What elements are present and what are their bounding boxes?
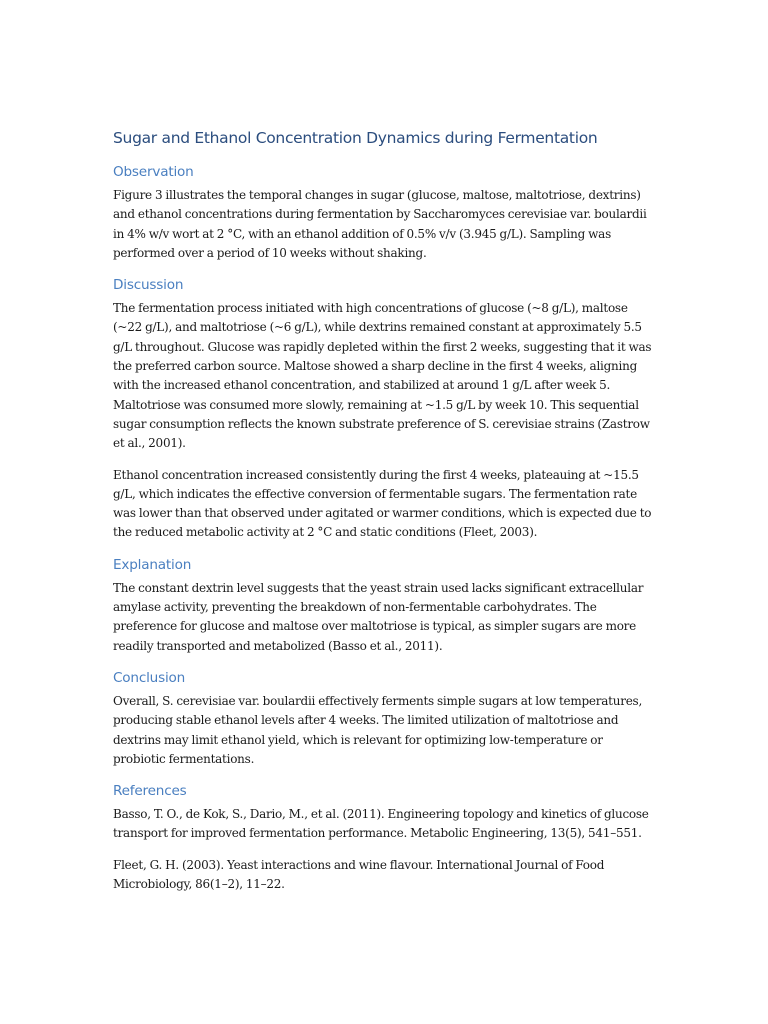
document-page <box>113 120 658 906</box>
paragraph: Ethanol concentration increased consistently during the first 4 weeks, plateauing at ~15.5 g/L, which indicates the effective conversion of fermentable sugars. The fermentation rate was lower than that observed under agitated or warmer conditions, which is expected due to the reduced metabolic activity at 2 °C and static conditions (Fleet, 2003). <box>113 467 652 540</box>
section-observation <box>113 162 658 263</box>
section-discussion <box>113 275 658 543</box>
section-heading: Explanation <box>113 556 192 573</box>
section-explanation <box>113 555 658 656</box>
section-references <box>113 781 658 894</box>
paragraph: The constant dextrin level suggests that the yeast strain used lacks significant extracellular amylase activity, preventing the breakdown of non-fermentable carbohydrates. The preference for glucose and maltose over maltotriose is typical, as simpler sugars are more readily transported and metabolized (Basso et al., 2011). <box>113 580 644 653</box>
section-heading: Conclusion <box>113 669 186 686</box>
reference-item: Basso, T. O., de Kok, S., Dario, M., et al. (2011). Engineering topology and kinetics of glucose transport for improved fermentation performance. Metabolic Engineering, 13(5), 541–551. <box>113 807 649 841</box>
document-title: Sugar and Ethanol Concentration Dynamics during Fermentation <box>113 129 598 147</box>
paragraph: Overall, S. cerevisiae var. boulardii effectively ferments simple sugars at low temperatures, producing stable ethanol levels after 4 weeks. The limited utilization of maltotriose and dextrins may limit ethanol yield, which is relevant for optimizing low-temperature or probiotic fermentations. <box>113 693 643 766</box>
paragraph: Figure 3 illustrates the temporal changes in sugar (glucose, maltose, maltotriose, dextrins) and ethanol concentrations during fermentation by Saccharomyces cerevisiae var. boulardii in 4% w/v wort at 2 °C, with an ethanol addition of 0.5% v/v (3.945 g/L). Sampling was performed over a period of 10 weeks without shaking. <box>113 188 647 260</box>
section-heading: Observation <box>113 164 194 180</box>
reference-item: Fleet, G. H. (2003). Yeast interactions and wine flavour. International Journal of Food Microbiology, 86(1–2), 11–22. <box>113 857 605 892</box>
paragraph: The fermentation process initiated with high concentrations of glucose (~8 g/L), maltose (~22 g/L), and maltotriose (~6 g/L), while dextrins remained constant at approximately 5.5 g/L throughout. Glucose was rapidly depleted within the first 2 weeks, suggesting that it was the preferred carbon source. Maltose showed a sharp decline in the first 4 weeks, aligning with the increased ethanol concentration, and stabilized at around 1 g/L after week 5. Maltotriose was consumed more slowly, remaining at ~1.5 g/L by week 10. This sequential sugar consumption reflects the known substrate preference of S. cerevisiae strains (Zastrow et al., 2001). <box>113 301 652 451</box>
section-heading: Discussion <box>113 277 184 294</box>
section-heading: References <box>113 783 187 800</box>
section-conclusion <box>113 668 658 769</box>
